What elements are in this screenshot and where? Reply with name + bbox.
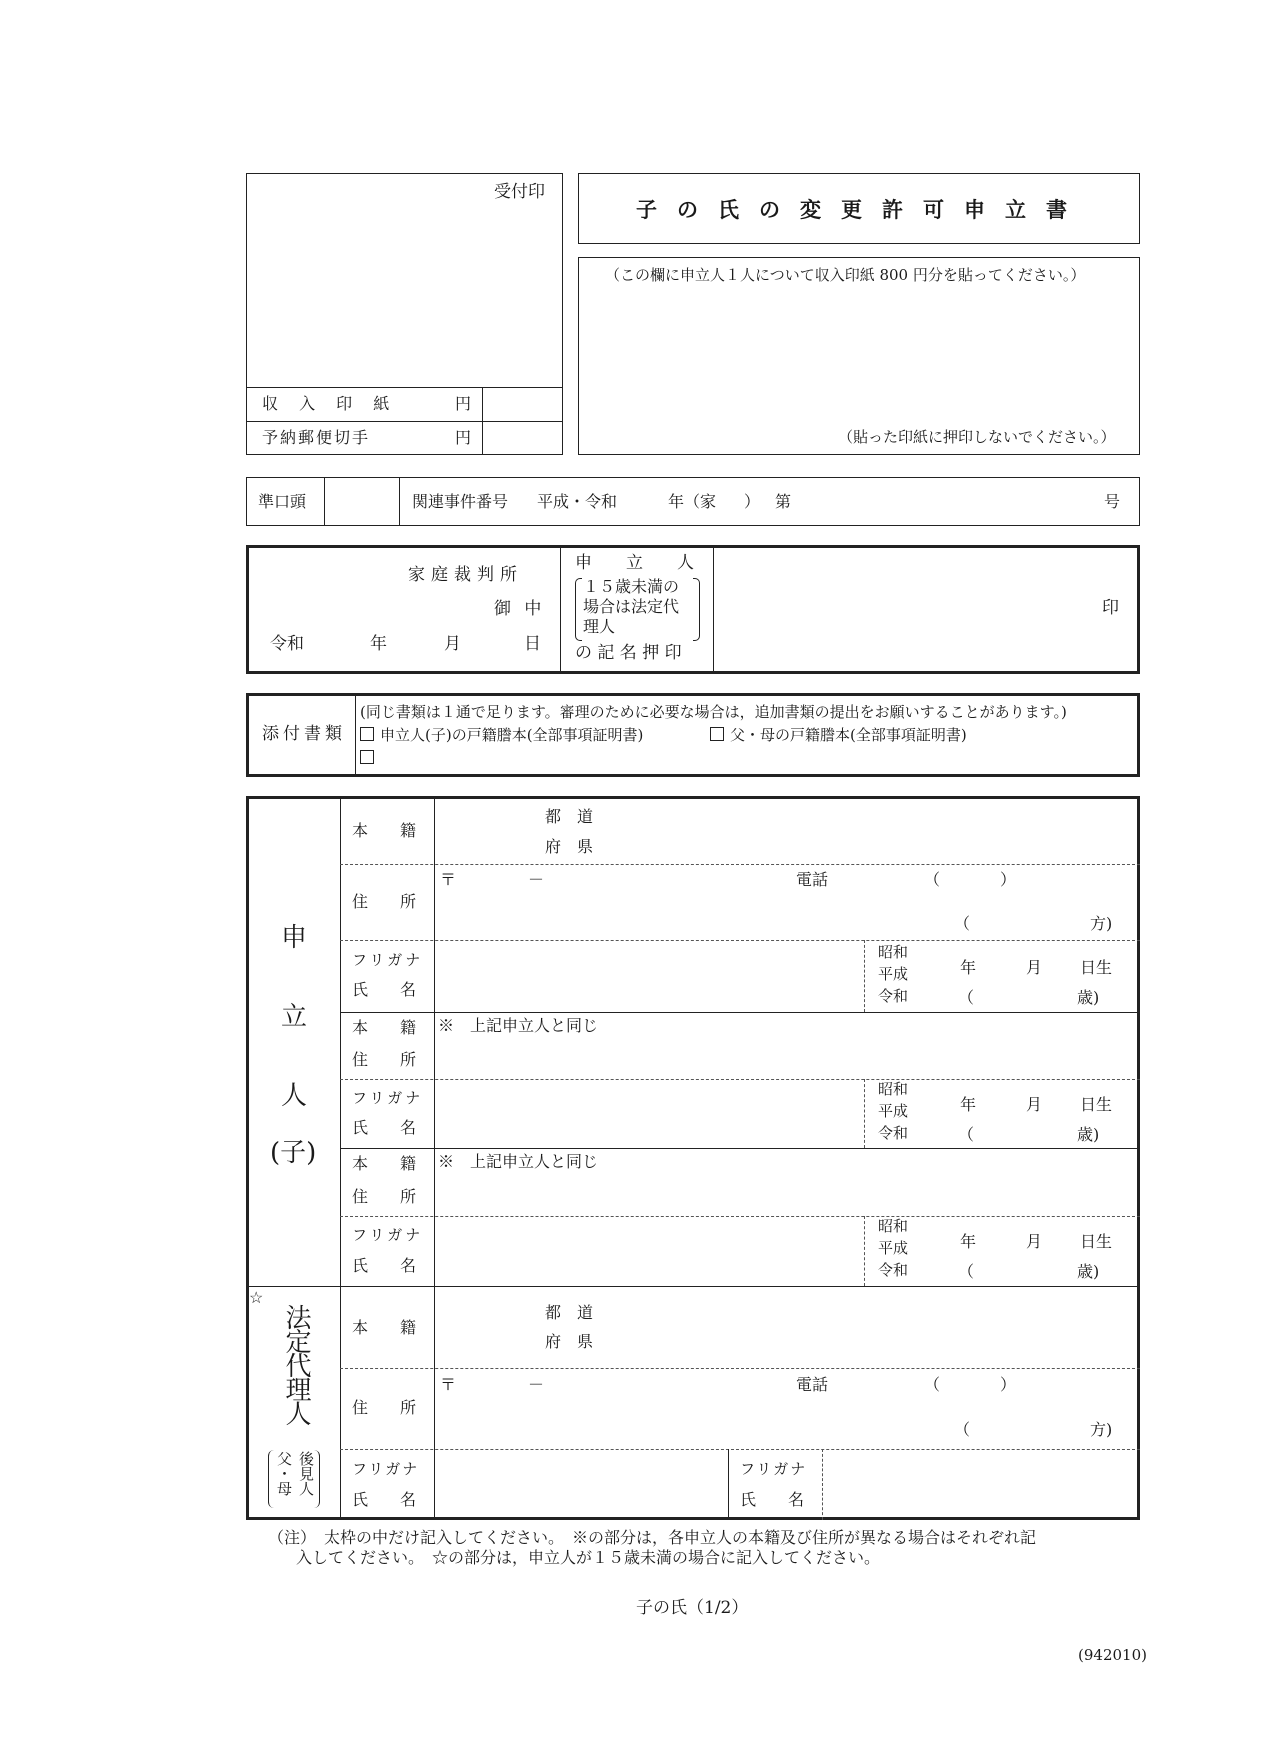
stamp-area[interactable] [578, 257, 1140, 455]
age-close: 歳) [1077, 988, 1100, 1007]
furigana-label: フリガナ [352, 951, 424, 969]
age-open: （ [958, 988, 975, 1007]
phone-paren-open: （ [924, 870, 941, 889]
jusho-label: 住 所 [352, 892, 417, 911]
phone-label: 電話 [796, 1375, 829, 1394]
attachment-item-2[interactable]: 父・母の戸籍謄本(全部事項証明書) [710, 727, 967, 743]
age-open: （ [958, 1125, 975, 1144]
applicant-sign-label-4: 理人 [583, 617, 616, 636]
applicant-sign-label-3: 場合は法定代 [583, 597, 680, 616]
checkbox[interactable] [360, 727, 374, 741]
applicant-side-label-2: 立 [281, 1002, 308, 1032]
case-close-paren: ） [744, 492, 761, 511]
guardian-sub-2: 後見人 [297, 1451, 315, 1496]
checkbox[interactable] [710, 727, 724, 741]
jusho-label: 住 所 [352, 1187, 417, 1206]
reiwa: 令和 [878, 987, 909, 1005]
birth-month: 月 [1026, 1232, 1043, 1251]
birth-year: 年 [960, 958, 977, 977]
furigana-label: フリガナ [352, 1460, 420, 1478]
applicant-sign-label-2: １５歳未満の [583, 577, 680, 596]
page-label: 子の氏（1/2） [636, 1598, 749, 1618]
reiwa: 令和 [878, 1261, 909, 1279]
stamp-instruction: （この欄に申立人１人について収入印紙 800 円分を貼ってください。） [605, 266, 1086, 284]
showa: 昭和 [878, 1080, 909, 1098]
page-title: 子の氏の変更許可申立書 [636, 197, 1087, 222]
postal-mark: 〒 [440, 1375, 457, 1394]
fuken-label: 府 県 [545, 837, 594, 856]
revenue-yen: 円 [455, 394, 472, 413]
kata-close: 方) [1090, 1420, 1113, 1439]
prep-label: 準口頭 [258, 492, 307, 511]
birth-month: 月 [1026, 1095, 1043, 1114]
furigana-label: フリガナ [740, 1460, 808, 1478]
footer-note-1: （注） 太枠の中だけ記入してください。 ※の部分は，各申立人の本籍及び住所が異なる場合はそれぞれ記 [268, 1528, 1037, 1547]
footer-note-2: 入してください。 ☆の部分は，申立人が１５歳未満の場合に記入してください。 [296, 1548, 881, 1567]
date-month: 月 [444, 634, 461, 654]
court-name: 家庭裁判所 [408, 565, 523, 585]
honseki-label: 本 籍 [352, 1318, 417, 1337]
jusho-label: 住 所 [352, 1398, 417, 1417]
birth-year: 年 [960, 1232, 977, 1251]
postal-mark: 〒 [440, 870, 457, 889]
birth-day: 日生 [1080, 958, 1113, 977]
applicant-side-label-1: 申 [281, 923, 308, 953]
showa: 昭和 [878, 1217, 909, 1235]
case-era: 平成・令和 [537, 492, 618, 511]
todo-label: 都 道 [545, 1303, 594, 1322]
form-code: (942010) [1078, 1646, 1147, 1664]
attachment-item-1[interactable]: 申立人(子)の戸籍謄本(全部事項証明書) [360, 727, 643, 743]
attachments-label: 添付書類 [262, 724, 346, 744]
related-case-label: 関連事件番号 [412, 492, 509, 511]
heisei: 平成 [878, 965, 909, 983]
birth-day: 日生 [1080, 1095, 1113, 1114]
seal-mark: 印 [1102, 598, 1119, 618]
case-dai: 第 [775, 492, 792, 511]
age-close: 歳) [1077, 1262, 1100, 1281]
applicant-sign-label-1: 申 立 人 [575, 553, 694, 573]
kata-paren-open: （ [954, 1420, 971, 1439]
applicant-side-label-3: 人 [281, 1081, 308, 1111]
furigana-label: フリガナ [352, 1089, 424, 1107]
attachments-note: (同じ書類は１通で足ります。審理のために必要な場合は，追加書類の提出をお願いすることがあります。) [360, 703, 1067, 721]
applicant-sign-label-5: の 記 名 押 印 [575, 643, 682, 663]
honseki-label: 本 籍 [352, 821, 417, 840]
shimei-label: 氏 名 [352, 1118, 417, 1137]
applicant-side-label-4: (子) [270, 1138, 317, 1168]
heisei: 平成 [878, 1102, 909, 1120]
shimei-label: 氏 名 [352, 980, 417, 999]
shimei-label: 氏 名 [352, 1256, 417, 1275]
fuken-label: 府 県 [545, 1332, 594, 1351]
date-year: 年 [370, 634, 387, 654]
reiwa: 令和 [878, 1124, 909, 1142]
todo-label: 都 道 [545, 807, 594, 826]
heisei: 平成 [878, 1239, 909, 1257]
checkbox[interactable] [360, 750, 374, 764]
age-close: 歳) [1077, 1125, 1100, 1144]
phone-label: 電話 [796, 870, 829, 889]
birth-month: 月 [1026, 958, 1043, 977]
honseki-label: 本 籍 [352, 1018, 417, 1037]
case-year: 年（家 [668, 492, 717, 511]
postage-yen: 円 [455, 428, 472, 447]
birth-year: 年 [960, 1095, 977, 1114]
phone-paren-close: ） [1000, 1375, 1017, 1394]
showa: 昭和 [878, 943, 909, 961]
date-day: 日 [524, 634, 541, 654]
honseki-label: 本 籍 [352, 1154, 417, 1173]
postage-label: 予納郵便切手 [262, 428, 371, 447]
postal-dash: － [528, 870, 545, 889]
guardian-label: 法定代理人 [281, 1304, 311, 1424]
receipt-stamp-label: 受付印 [494, 182, 545, 202]
kata-close: 方) [1090, 914, 1113, 933]
furigana-label: フリガナ [352, 1226, 424, 1244]
date-era: 令和 [270, 634, 304, 654]
case-go: 号 [1104, 492, 1121, 511]
same-as-note: ※ 上記申立人と同じ [438, 1016, 599, 1035]
age-open: （ [958, 1262, 975, 1281]
stamp-no-seal-note: （貼った印紙に押印しないでください。） [838, 428, 1116, 446]
shimei-label: 氏 名 [352, 1490, 417, 1509]
onchu: 御 中 [494, 599, 546, 619]
phone-paren-close: ） [1000, 870, 1017, 889]
postal-dash: － [528, 1375, 545, 1394]
jusho-label: 住 所 [352, 1050, 417, 1069]
guardian-star: ☆ [249, 1288, 264, 1307]
birth-day: 日生 [1080, 1232, 1113, 1251]
guardian-sub-1: 父・母 [275, 1451, 293, 1496]
revenue-stamp-label: 収 入 印 紙 [262, 394, 398, 413]
phone-paren-open: （ [924, 1375, 941, 1394]
kata-paren-open: （ [954, 914, 971, 933]
attachment-item-3[interactable] [360, 750, 380, 766]
same-as-note: ※ 上記申立人と同じ [438, 1152, 599, 1171]
shimei-label: 氏 名 [740, 1490, 805, 1509]
